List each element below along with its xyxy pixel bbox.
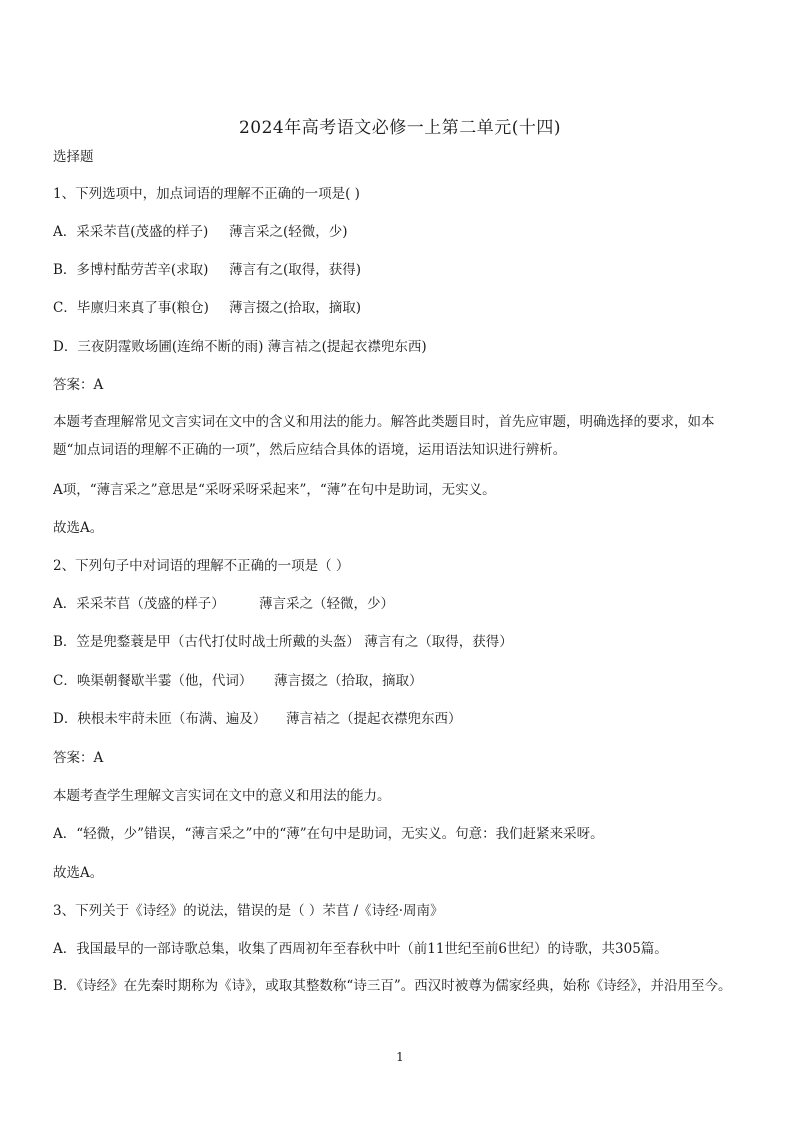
page-title: 2024年高考语文必修一上第二单元(十四) bbox=[238, 118, 562, 138]
question-1-option-a bbox=[53, 223, 348, 241]
question-2-option-d bbox=[53, 710, 462, 728]
question-3-option-b: B．《诗经》在先秦时期称为《诗》，或取其整数称“诗三百”。西汉时被尊为儒家经典，始称《诗经》，并沿用至今。 bbox=[53, 978, 732, 994]
question-2-answer: 答案：A bbox=[53, 750, 104, 766]
option-c-part2: 薄言掇之(拾取，摘取) bbox=[229, 300, 362, 316]
question-3-option-a: A．我国最早的一部诗歌总集，收集了西周初年至春秋中叶（前11世纪至前6世纪）的诗歌，共305篇。 bbox=[53, 941, 668, 957]
question-1-option-b bbox=[53, 261, 361, 279]
option-a-part1: A．采采芣苢(茂盛的样子) bbox=[53, 224, 209, 240]
question-2-stem: 2、下列句子中对词语的理解不正确的一项是（ ） bbox=[53, 558, 350, 574]
question-1-option-c bbox=[53, 299, 361, 317]
option-a-part1: A．采采芣苢（茂盛的样子） bbox=[53, 596, 225, 612]
question-1-stem: 1、下列选项中，加点词语的理解不正确的一项是( ) bbox=[53, 186, 360, 202]
option-a-part2: 薄言采之（轻微，少） bbox=[259, 596, 394, 612]
question-1-conclusion: 故选A。 bbox=[53, 520, 104, 536]
question-1-answer: 答案：A bbox=[53, 377, 104, 393]
question-2-option-b: B．笠是兜鍪蓑是甲（古代打仗时战士所戴的头盔） 薄言有之（取得，获得） bbox=[53, 634, 513, 650]
option-c-part1: C．毕廪归来真了事(粮仓) bbox=[53, 300, 209, 316]
question-2-conclusion: 故选A。 bbox=[53, 865, 104, 881]
question-2-analysis: 本题考查学生理解文言实词在文中的意义和用法的能力。 bbox=[53, 788, 391, 804]
option-b-part1: B．多博村酤劳苦辛(求取) bbox=[53, 262, 209, 278]
question-2-option-a bbox=[53, 595, 394, 613]
question-1-analysis: 本题考查理解常见文言实词在文中的含义和用法的能力。解答此类题目时，首先应审题，明确选择的要求，如本题“加点词语的理解不正确的一项”，然后应结合具体的语境，运用语法知识进行辨析。 bbox=[53, 414, 715, 458]
option-c-part1: C．唤渠朝餐歇半霎（他，代词） bbox=[53, 673, 253, 689]
question-1-option-d: D．三夜阴霪败场圃(连绵不断的雨) 薄言袺之(提起衣襟兜东西) bbox=[53, 339, 427, 355]
question-3-stem: 3、下列关于《诗经》的说法，错误的是（ ）芣苢 /《诗经·周南》 bbox=[53, 903, 444, 919]
section-heading: 选择题 bbox=[53, 149, 94, 165]
option-d-part2: 薄言袺之（提起衣襟兜东西） bbox=[286, 711, 462, 727]
option-b-part2: 薄言有之(取得，获得) bbox=[229, 262, 362, 278]
question-2-option-c bbox=[53, 672, 423, 690]
option-a-part2: 薄言采之(轻微，少) bbox=[229, 224, 348, 240]
option-c-part2: 薄言掇之（拾取，摘取） bbox=[274, 673, 423, 689]
question-1-explanation: A项，“薄言采之”意思是“采呀采呀采起来”，“薄”在句中是助词，无实义。 bbox=[53, 482, 496, 498]
page-number: 1 bbox=[396, 1050, 404, 1064]
option-d-part1: D．秧根未牢莳未匝（布满、遍及） bbox=[53, 711, 267, 727]
question-2-explanation: A．“轻微，少”错误，“薄言采之”中的“薄”在句中是助词，无实义。句意：我们赶紧来采呀。 bbox=[53, 826, 604, 842]
